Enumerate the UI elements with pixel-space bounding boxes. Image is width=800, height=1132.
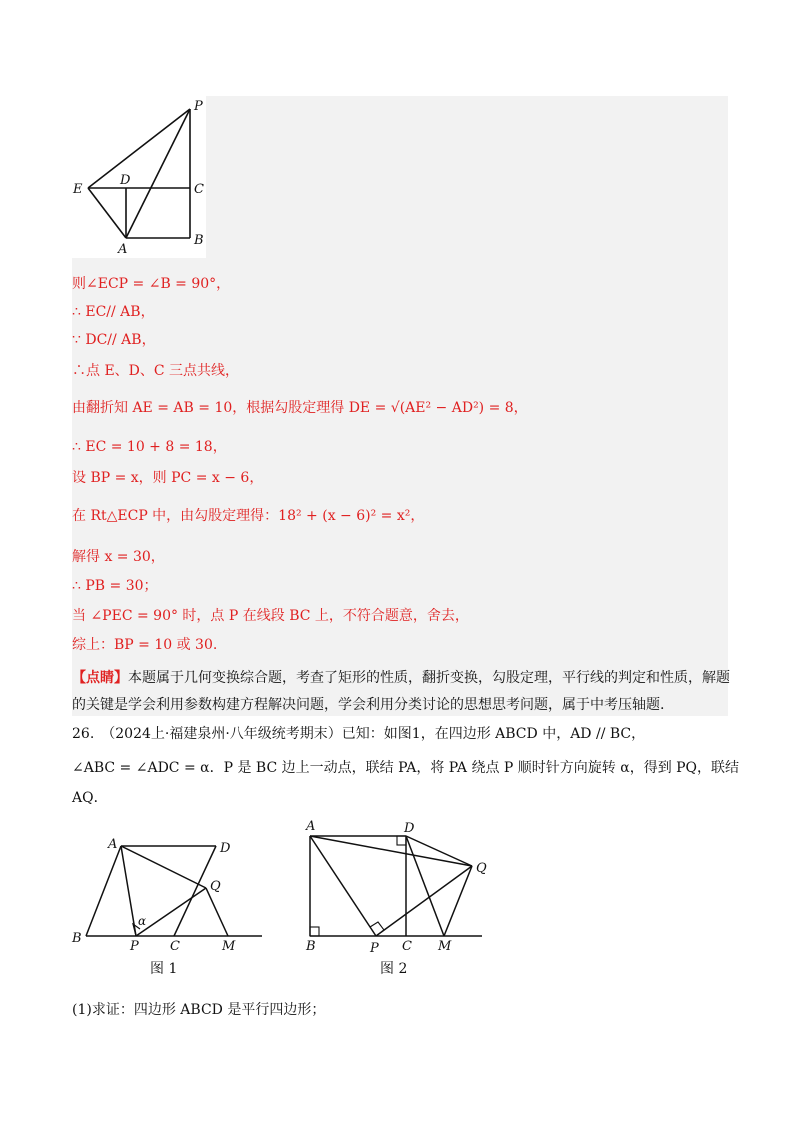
question-1: (1)求证：四边形 ABCD 是平行四边形； — [72, 1002, 326, 1018]
label-D: D — [120, 173, 131, 188]
label-P: P — [194, 99, 203, 114]
label-C: C — [194, 182, 204, 197]
fig2-label-A: A — [306, 819, 316, 834]
figure-1 — [66, 832, 266, 954]
solution-line-1: 则∠ECP = ∠B = 90°， — [72, 276, 231, 292]
fig2-label-M: M — [438, 939, 452, 954]
problem-line-2: ∠ABC = ∠ADC = α．P 是 BC 边上一动点，联结 PA，将 PA 绕点 P 顺时针方向旋转 α，得到 PQ，联结 — [72, 760, 740, 776]
rectangle-fold-diagram — [72, 96, 206, 258]
solution-line-2: ∴ EC// AB， — [72, 304, 155, 320]
problem-line-1: 26. （2024上·福建泉州·八年级统考期末）已知：如图1，在四边形 ABCD 中，AD // BC， — [72, 726, 646, 742]
solution-line-12: 综上：BP = 10 或 30. — [72, 637, 218, 653]
solution-line-7: 设 BP = x，则 PC = x − 6， — [72, 470, 264, 486]
comment-tag: 【点睛】 — [72, 670, 128, 686]
problem-line-3: AQ． — [72, 790, 108, 806]
fig1-label-A: A — [108, 837, 118, 852]
solution-line-8: 在 Rt△ECP 中，由勾股定理得：18² + (x − 6)² = x²， — [72, 508, 425, 524]
fig1-label-Q: Q — [210, 879, 221, 894]
fig1-label-alpha: α — [138, 914, 147, 928]
solution-line-4: ∴点 E、D、C 三点共线， — [72, 363, 240, 379]
fig2-label-D: D — [404, 821, 415, 836]
fig1-label-C: C — [170, 939, 180, 954]
fig1-label-M: M — [222, 939, 236, 954]
fig2-label-Q: Q — [476, 861, 487, 876]
solution-figure — [72, 96, 206, 258]
fig2-label-C: C — [402, 939, 412, 954]
fig1-label-D: D — [220, 841, 231, 856]
label-A: A — [118, 242, 128, 257]
label-E: E — [73, 182, 83, 197]
solution-line-3: ∵ DC// AB， — [72, 332, 156, 348]
figure-1-caption: 图 1 — [150, 961, 178, 977]
solution-line-6: ∴ EC = 10 + 8 = 18， — [72, 439, 227, 455]
comment-text: 本题属于几何变换综合题，考查了矩形的性质，翻折变换，勾股定理，平行线的判定和性质，解题的关键是学会利用参数构建方程解决问题，学会利用分类讨论的思想思考问题，属于中考压轴题. — [72, 670, 730, 713]
solution-line-9: 解得 x = 30， — [72, 549, 165, 565]
solution-line-10: ∴ PB = 30； — [72, 578, 158, 594]
solution-line-5: 由翻折知 AE = AB = 10，根据勾股定理得 DE = √(AE² − AD²) = 8， — [72, 400, 528, 416]
figure-2-caption: 图 2 — [380, 961, 408, 977]
fig2-label-P: P — [370, 941, 379, 956]
solution-comment — [72, 665, 732, 719]
fig1-label-B: B — [72, 931, 82, 946]
figure-2 — [296, 816, 496, 956]
label-B: B — [194, 233, 204, 248]
fig1-label-P: P — [130, 939, 139, 954]
solution-line-11: 当 ∠PEC = 90° 时，点 P 在线段 BC 上，不符合题意，舍去， — [72, 608, 469, 624]
fig2-label-B: B — [306, 939, 316, 954]
